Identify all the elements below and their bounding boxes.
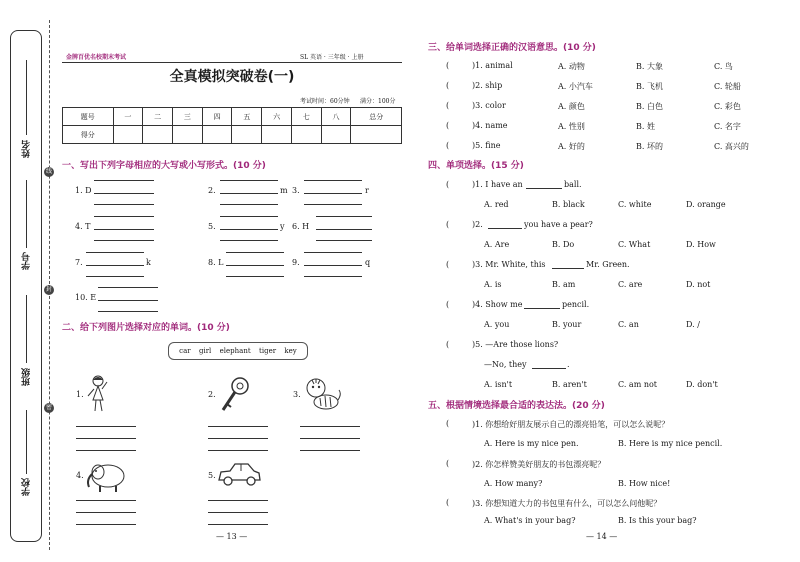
score-header-cell: 八	[321, 108, 351, 126]
option-d[interactable]: D. don't	[686, 380, 718, 389]
item-number: 3.	[292, 186, 300, 195]
item-number: 4. T	[75, 222, 91, 231]
option-c[interactable]: C. 轮船	[714, 82, 741, 91]
question-text: )2. 你怎样赞美好朋友的书包漂亮呢？	[472, 460, 606, 469]
option-a[interactable]: A. you	[484, 320, 510, 329]
answer-line[interactable]	[76, 512, 136, 513]
option-a[interactable]: A. 性别	[558, 122, 585, 131]
answer-line[interactable]	[300, 450, 360, 451]
page-number-left: — 13 —	[216, 532, 248, 541]
answer-line[interactable]	[304, 180, 362, 181]
word-bank-item: elephant	[219, 347, 251, 355]
section3-title: 三、给单词选择正确的汉语意思。(10 分)	[428, 43, 596, 53]
question-text-tail: ball.	[564, 180, 582, 189]
answer-line[interactable]	[208, 524, 268, 525]
page-title: 全真模拟突破卷(一)	[169, 69, 295, 85]
picture-number: 4.	[76, 471, 84, 480]
option-c[interactable]: C. an	[618, 320, 639, 329]
question-text-tail: you have a pear?	[524, 220, 593, 229]
section1-title: 一、写出下列字母相应的大写或小写形式。(10 分)	[62, 161, 266, 171]
id-line	[26, 180, 27, 248]
option-a[interactable]: A. Are	[484, 240, 510, 249]
blank-line[interactable]	[532, 368, 566, 369]
option-b[interactable]: B. am	[552, 280, 576, 289]
name-label: 姓名	[22, 140, 32, 158]
series-label: 金牌百优名校期末考试	[66, 54, 127, 61]
section2-title: 二、给下列图片选择对应的单词。(10 分)	[62, 323, 230, 333]
option-b[interactable]: B. Here is my nice pencil.	[618, 439, 723, 448]
answer-line[interactable]	[208, 438, 268, 439]
option-d[interactable]: D. orange	[686, 200, 726, 209]
word-bank-item: key	[284, 347, 297, 355]
question-line2: —No, they	[484, 360, 527, 369]
name-line	[26, 60, 27, 135]
item-number: 7.	[75, 258, 83, 267]
score-row-label: 得分	[63, 126, 114, 144]
paren: (	[446, 180, 450, 189]
option-b[interactable]: B. 大象	[636, 62, 663, 71]
option-c[interactable]: C. 高兴的	[714, 142, 749, 151]
seal-mark-3: 密	[45, 404, 52, 411]
option-b[interactable]: B. black	[552, 200, 585, 209]
score-header-cell: 七	[291, 108, 321, 126]
item-number: 9.	[292, 258, 300, 267]
section4-title: 四、单项选择。(15 分)	[428, 161, 524, 171]
key-picture	[218, 376, 254, 416]
question-text: )2. ship	[472, 81, 503, 90]
word-bank-item: tiger	[259, 347, 277, 355]
option-d[interactable]: D. How	[686, 240, 716, 249]
score-cell[interactable]	[321, 126, 351, 144]
score-header-cell: 五	[232, 108, 262, 126]
answer-line[interactable]	[226, 276, 284, 277]
paren: (	[446, 121, 450, 130]
score-header-cell: 三	[173, 108, 203, 126]
picture-number: 1.	[76, 390, 84, 399]
answer-line[interactable]	[304, 193, 362, 194]
school-label: 学校	[22, 478, 32, 496]
question-line2-tail: .	[567, 360, 570, 369]
option-c[interactable]: C. 名字	[714, 122, 741, 131]
page-number-right: — 14 —	[586, 532, 618, 541]
option-a[interactable]: A. What's in your bag?	[484, 516, 576, 525]
answer-line[interactable]	[86, 252, 144, 253]
option-a[interactable]: A. 好的	[558, 142, 585, 151]
answer-line[interactable]	[300, 438, 360, 439]
option-a[interactable]: A. red	[484, 200, 509, 209]
score-header-cell: 四	[202, 108, 232, 126]
option-a[interactable]: A. 小汽车	[558, 82, 593, 91]
option-c[interactable]: C. 鸟	[714, 62, 733, 71]
paren: (	[446, 498, 450, 507]
option-a[interactable]: A. 颜色	[558, 102, 585, 111]
answer-line[interactable]	[316, 216, 372, 217]
answer-line[interactable]	[94, 204, 154, 205]
option-b[interactable]: B. 白色	[636, 102, 663, 111]
score-cell[interactable]	[291, 126, 321, 144]
answer-line[interactable]	[220, 229, 278, 230]
item-number: 5.	[208, 222, 216, 231]
option-c[interactable]: C. am not	[618, 380, 658, 389]
option-d[interactable]: D. /	[686, 320, 700, 329]
paren: (	[446, 260, 450, 269]
class-label: 班级	[22, 368, 32, 386]
answer-line[interactable]	[226, 252, 284, 253]
option-b[interactable]: B. 坏的	[636, 142, 663, 151]
word-bank	[168, 342, 308, 360]
answer-line[interactable]	[208, 426, 268, 427]
elephant-picture	[84, 460, 128, 494]
score-header-cell: 一	[113, 108, 143, 126]
question-text: )1. animal	[472, 61, 513, 70]
item-number: 2.	[208, 186, 216, 195]
question-text: )2.	[472, 220, 483, 229]
question-text: )3. Mr. White, this	[472, 260, 546, 269]
score-table	[62, 107, 402, 144]
item-letter: m	[280, 186, 288, 195]
score-header-row	[63, 108, 402, 126]
paren: (	[446, 61, 450, 70]
question-text: )5. fine	[472, 141, 501, 150]
blank-line[interactable]	[488, 228, 522, 229]
item-number: 1. D	[75, 186, 92, 195]
answer-line[interactable]	[86, 276, 144, 277]
blank-line[interactable]	[526, 188, 562, 189]
paren: (	[446, 340, 450, 349]
question-text-tail: Mr. Green.	[586, 260, 630, 269]
answer-line[interactable]	[98, 300, 158, 301]
word-bank-item: car	[179, 347, 191, 355]
question-text: )4. name	[472, 121, 508, 130]
paren: (	[446, 141, 450, 150]
option-a[interactable]: A. Here is my nice pen.	[484, 439, 579, 448]
paren: (	[446, 459, 450, 468]
answer-line[interactable]	[300, 426, 360, 427]
id-label: 学号	[22, 252, 32, 270]
item-letter: k	[146, 258, 151, 267]
answer-line[interactable]	[94, 193, 154, 194]
paren: (	[446, 220, 450, 229]
answer-line[interactable]	[220, 240, 278, 241]
answer-line[interactable]	[220, 216, 278, 217]
item-letter: r	[365, 186, 369, 195]
seal-mark-2: 封	[45, 286, 52, 293]
exam-time: 考试时间：60分钟	[300, 98, 350, 105]
section5-title: 五、根据情境选择最合适的表达法。(20 分)	[428, 401, 605, 411]
question-text: )3. 你想知道大力的书包里有什么，可以怎么问他呢？	[472, 499, 662, 508]
question-text: )3. color	[472, 101, 506, 110]
option-b[interactable]: B. Is this your bag?	[618, 516, 697, 525]
score-header-cell: 总分	[351, 108, 402, 126]
answer-line[interactable]	[94, 180, 154, 181]
blank-line[interactable]	[552, 268, 584, 269]
item-number: 10. E	[75, 293, 97, 302]
item-letter: q	[365, 258, 371, 267]
answer-line[interactable]	[94, 229, 154, 230]
paren: (	[446, 419, 450, 428]
score-value-row	[63, 126, 402, 144]
answer-line[interactable]	[76, 524, 136, 525]
answer-line[interactable]	[86, 265, 144, 266]
answer-line[interactable]	[76, 426, 136, 427]
answer-line[interactable]	[304, 276, 362, 277]
picture-number: 3.	[293, 390, 301, 399]
answer-line[interactable]	[98, 311, 158, 312]
exam-score: 满分：100分	[360, 98, 396, 105]
score-cell[interactable]	[262, 126, 292, 144]
score-cell[interactable]	[232, 126, 262, 144]
girl-picture	[84, 374, 114, 414]
answer-line[interactable]	[208, 500, 268, 501]
paren: (	[446, 101, 450, 110]
question-text: )1. I have an	[472, 180, 523, 189]
option-b[interactable]: B. 飞机	[636, 82, 663, 91]
paren: (	[446, 300, 450, 309]
item-number: 8. L	[208, 258, 224, 267]
option-a[interactable]: A. 动物	[558, 62, 585, 71]
answer-line[interactable]	[316, 229, 372, 230]
answer-line[interactable]	[220, 193, 278, 194]
option-c[interactable]: C. are	[618, 280, 643, 289]
score-header-cell: 题号	[63, 108, 114, 126]
answer-line[interactable]	[94, 216, 154, 217]
option-b[interactable]: B. Do	[552, 240, 575, 249]
car-picture	[216, 460, 262, 490]
answer-line[interactable]	[220, 204, 278, 205]
score-cell[interactable]	[351, 126, 402, 144]
answer-line[interactable]	[76, 438, 136, 439]
item-letter: y	[280, 222, 285, 231]
answer-line[interactable]	[316, 240, 372, 241]
answer-line[interactable]	[226, 265, 284, 266]
answer-line[interactable]	[208, 450, 268, 451]
school-line	[26, 410, 27, 474]
option-c[interactable]: C. 彩色	[714, 102, 741, 111]
option-a[interactable]: A. How many?	[484, 479, 543, 488]
option-d[interactable]: D. not	[686, 280, 711, 289]
tiger-picture	[302, 376, 342, 412]
subject-label: SL 英语 · 三年级 · 上册	[300, 54, 364, 61]
seal-mark-1: 线	[45, 168, 52, 175]
option-c[interactable]: C. What	[618, 240, 651, 249]
option-c[interactable]: C. white	[618, 200, 652, 209]
answer-line[interactable]	[76, 500, 136, 501]
answer-line[interactable]	[304, 265, 362, 266]
word-bank-item: girl	[198, 347, 212, 355]
option-a[interactable]: A. is	[484, 280, 502, 289]
score-cell[interactable]	[173, 126, 203, 144]
header-rule	[62, 62, 402, 63]
answer-line[interactable]	[76, 450, 136, 451]
question-text: )4. Show me	[472, 300, 523, 309]
score-header-cell: 二	[143, 108, 173, 126]
option-b[interactable]: B. How nice!	[618, 479, 671, 488]
class-line	[26, 295, 27, 363]
question-text-tail: pencil.	[562, 300, 590, 309]
item-number: 6. H	[292, 222, 310, 231]
score-cell[interactable]	[113, 126, 143, 144]
paren: (	[446, 81, 450, 90]
option-b[interactable]: B. your	[552, 320, 582, 329]
picture-number: 2.	[208, 390, 216, 399]
answer-line[interactable]	[208, 512, 268, 513]
answer-line[interactable]	[304, 252, 362, 253]
answer-line[interactable]	[98, 287, 158, 288]
score-header-cell: 六	[262, 108, 292, 126]
score-cell[interactable]	[143, 126, 173, 144]
picture-number: 5.	[208, 471, 216, 480]
question-text: )5. —Are those lions?	[472, 340, 559, 349]
option-b[interactable]: B. 姓	[636, 122, 655, 131]
option-b[interactable]: B. aren't	[552, 380, 587, 389]
answer-line[interactable]	[304, 204, 362, 205]
option-a[interactable]: A. isn't	[484, 380, 513, 389]
answer-line[interactable]	[94, 240, 154, 241]
question-text: )1. 你想给好朋友展示自己的漂亮铅笔，可以怎么说呢？	[472, 420, 670, 429]
answer-line[interactable]	[220, 180, 278, 181]
blank-line[interactable]	[524, 308, 560, 309]
score-cell[interactable]	[202, 126, 232, 144]
